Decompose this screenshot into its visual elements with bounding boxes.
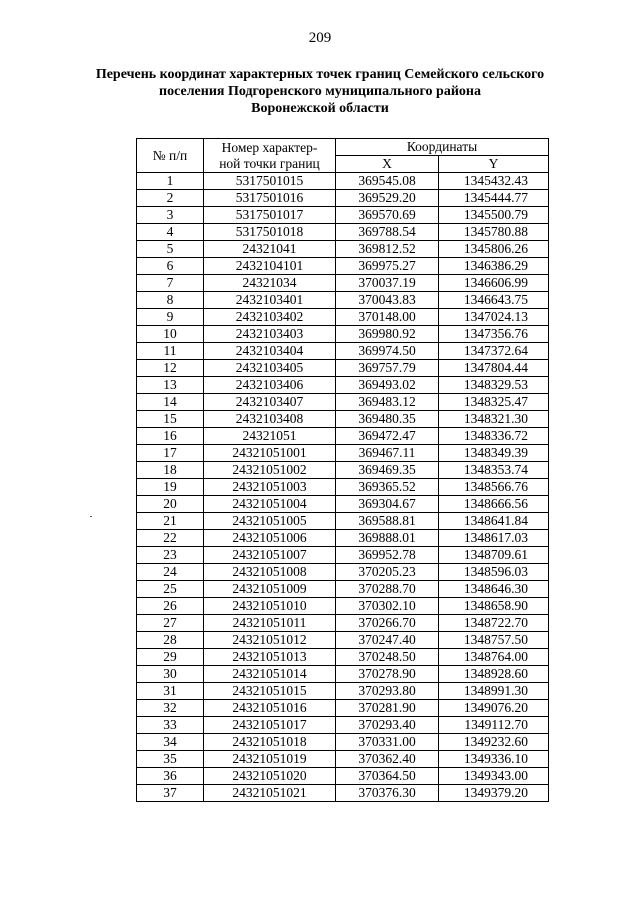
table-row [137,326,549,343]
cell-number: 22 [137,530,204,547]
cell-y: 1346606.99 [439,275,549,292]
cell-y: 1349336.10 [439,751,549,768]
cell-number: 36 [137,768,204,785]
cell-x: 369952.78 [336,547,439,564]
title-line: Перечень координат характерных точек границ Семейского сельского [95,67,545,82]
table-row [137,598,549,615]
cell-y: 1347356.76 [439,326,549,343]
cell-point-id: 24321051016 [204,700,336,717]
cell-y: 1348666.56 [439,496,549,513]
table-row [137,649,549,666]
cell-x: 370376.30 [336,785,439,802]
cell-y: 1348617.03 [439,530,549,547]
cell-point-id: 24321051013 [204,649,336,666]
cell-number: 30 [137,666,204,683]
cell-y: 1345806.26 [439,241,549,258]
cell-y: 1348658.90 [439,598,549,615]
cell-y: 1347372.64 [439,343,549,360]
cell-number: 6 [137,258,204,275]
table-row [137,411,549,428]
cell-x: 369974.50 [336,343,439,360]
cell-number: 4 [137,224,204,241]
cell-number: 7 [137,275,204,292]
cell-y: 1349112.70 [439,717,549,734]
cell-point-id: 24321051009 [204,581,336,598]
table-row [137,224,549,241]
header-number: № п/п [137,139,204,173]
cell-x: 369467.11 [336,445,439,462]
cell-y: 1348764.00 [439,649,549,666]
cell-point-id: 2432103405 [204,360,336,377]
cell-point-id: 24321051004 [204,496,336,513]
table-row [137,666,549,683]
cell-y: 1347804.44 [439,360,549,377]
cell-x: 370278.90 [336,666,439,683]
table-row [137,479,549,496]
table-row [137,445,549,462]
cell-point-id: 5317501017 [204,207,336,224]
cell-y: 1348353.74 [439,462,549,479]
coordinates-table [136,138,549,802]
table-row [137,428,549,445]
cell-x: 370293.40 [336,717,439,734]
cell-y: 1349379.20 [439,785,549,802]
cell-point-id: 24321051017 [204,717,336,734]
cell-number: 19 [137,479,204,496]
cell-number: 31 [137,683,204,700]
cell-y: 1346643.75 [439,292,549,309]
cell-number: 10 [137,326,204,343]
header-point-line: Номер характер- [221,139,318,155]
cell-x: 369480.35 [336,411,439,428]
cell-y: 1348928.60 [439,666,549,683]
cell-x: 370248.50 [336,649,439,666]
cell-y: 1348325.47 [439,394,549,411]
table-row [137,462,549,479]
table-row [137,360,549,377]
cell-number: 2 [137,190,204,207]
table-row [137,751,549,768]
cell-point-id: 2432104101 [204,258,336,275]
cell-number: 13 [137,377,204,394]
cell-x: 370037.19 [336,275,439,292]
cell-x: 369545.08 [336,173,439,190]
cell-y: 1348991.30 [439,683,549,700]
table-row [137,309,549,326]
cell-x: 370266.70 [336,615,439,632]
cell-x: 370293.80 [336,683,439,700]
cell-point-id: 24321051008 [204,564,336,581]
cell-y: 1349232.60 [439,734,549,751]
cell-y: 1349076.20 [439,700,549,717]
title-line: поселения Подгоренского муниципального района [159,84,481,99]
cell-y: 1348329.53 [439,377,549,394]
table-row [137,343,549,360]
cell-point-id: 24321051012 [204,632,336,649]
cell-x: 369483.12 [336,394,439,411]
table-row [137,564,549,581]
cell-x: 370364.50 [336,768,439,785]
cell-x: 370148.00 [336,309,439,326]
table-row [137,581,549,598]
cell-x: 369812.52 [336,241,439,258]
cell-number: 20 [137,496,204,513]
table-row [137,207,549,224]
table-row [137,496,549,513]
cell-point-id: 24321051 [204,428,336,445]
cell-x: 369469.35 [336,462,439,479]
cell-number: 8 [137,292,204,309]
cell-x: 370247.40 [336,632,439,649]
cell-y: 1346386.29 [439,258,549,275]
cell-point-id: 2432103406 [204,377,336,394]
cell-number: 3 [137,207,204,224]
cell-number: 16 [137,428,204,445]
cell-number: 11 [137,343,204,360]
cell-point-id: 24321051014 [204,666,336,683]
table-row [137,173,549,190]
table-row [137,717,549,734]
cell-point-id: 5317501016 [204,190,336,207]
cell-number: 27 [137,615,204,632]
cell-point-id: 24321051019 [204,751,336,768]
cell-x: 369888.01 [336,530,439,547]
cell-point-id: 24321034 [204,275,336,292]
table-row [137,394,549,411]
page-number: 209 [308,30,332,46]
scan-speck [90,516,92,517]
cell-x: 370362.40 [336,751,439,768]
cell-x: 369975.27 [336,258,439,275]
table-row [137,632,549,649]
cell-y: 1349343.00 [439,768,549,785]
cell-y: 1345500.79 [439,207,549,224]
cell-y: 1348336.72 [439,428,549,445]
cell-number: 12 [137,360,204,377]
table-row [137,700,549,717]
table-row [137,292,549,309]
cell-number: 14 [137,394,204,411]
header-point-number [204,139,336,173]
cell-number: 32 [137,700,204,717]
cell-point-id: 2432103408 [204,411,336,428]
cell-point-id: 2432103404 [204,343,336,360]
cell-number: 29 [137,649,204,666]
header-y: Y [439,156,549,173]
table-body [137,173,549,802]
cell-y: 1347024.13 [439,309,549,326]
table-row [137,513,549,530]
cell-point-id: 24321051011 [204,615,336,632]
cell-point-id: 24321051007 [204,547,336,564]
cell-point-id: 24321041 [204,241,336,258]
cell-x: 369980.92 [336,326,439,343]
cell-number: 24 [137,564,204,581]
cell-point-id: 24321051015 [204,683,336,700]
cell-number: 28 [137,632,204,649]
cell-number: 9 [137,309,204,326]
cell-point-id: 24321051006 [204,530,336,547]
table-row [137,683,549,700]
document-title [60,66,580,117]
cell-point-id: 24321051005 [204,513,336,530]
cell-number: 1 [137,173,204,190]
cell-y: 1348641.84 [439,513,549,530]
cell-number: 26 [137,598,204,615]
cell-x: 369788.54 [336,224,439,241]
cell-point-id: 24321051010 [204,598,336,615]
cell-number: 37 [137,785,204,802]
cell-y: 1345780.88 [439,224,549,241]
table-row [137,377,549,394]
cell-y: 1348321.30 [439,411,549,428]
cell-y: 1348709.61 [439,547,549,564]
table-row [137,275,549,292]
cell-number: 15 [137,411,204,428]
table-row [137,530,549,547]
cell-point-id: 24321051020 [204,768,336,785]
cell-number: 35 [137,751,204,768]
cell-point-id: 24321051002 [204,462,336,479]
cell-point-id: 2432103401 [204,292,336,309]
cell-number: 34 [137,734,204,751]
cell-x: 369570.69 [336,207,439,224]
cell-x: 370302.10 [336,598,439,615]
header-coordinates: Координаты [336,139,549,156]
cell-number: 21 [137,513,204,530]
cell-y: 1348596.03 [439,564,549,581]
cell-y: 1345444.77 [439,190,549,207]
table-row [137,258,549,275]
cell-x: 370205.23 [336,564,439,581]
cell-x: 369365.52 [336,479,439,496]
table-row [137,190,549,207]
title-line: Воронежской области [251,101,389,116]
cell-x: 369493.02 [336,377,439,394]
cell-number: 23 [137,547,204,564]
table-row [137,734,549,751]
cell-point-id: 24321051021 [204,785,336,802]
header-x: X [336,156,439,173]
cell-number: 33 [137,717,204,734]
cell-number: 25 [137,581,204,598]
cell-x: 369588.81 [336,513,439,530]
cell-point-id: 5317501015 [204,173,336,190]
cell-number: 17 [137,445,204,462]
table-row [137,768,549,785]
cell-x: 369472.47 [336,428,439,445]
cell-point-id: 2432103402 [204,309,336,326]
cell-x: 370281.90 [336,700,439,717]
cell-point-id: 2432103407 [204,394,336,411]
cell-x: 370043.83 [336,292,439,309]
cell-x: 370288.70 [336,581,439,598]
header-point-line: ной точки границ [219,155,320,171]
cell-y: 1348722.70 [439,615,549,632]
cell-point-id: 24321051003 [204,479,336,496]
table-row [137,615,549,632]
cell-y: 1348566.76 [439,479,549,496]
cell-y: 1345432.43 [439,173,549,190]
cell-x: 369757.79 [336,360,439,377]
cell-number: 18 [137,462,204,479]
table-row [137,241,549,258]
cell-point-id: 24321051001 [204,445,336,462]
cell-number: 5 [137,241,204,258]
cell-x: 369304.67 [336,496,439,513]
cell-point-id: 24321051018 [204,734,336,751]
cell-y: 1348646.30 [439,581,549,598]
cell-point-id: 2432103403 [204,326,336,343]
cell-point-id: 5317501018 [204,224,336,241]
table-row [137,547,549,564]
cell-y: 1348757.50 [439,632,549,649]
cell-x: 370331.00 [336,734,439,751]
table-row [137,785,549,802]
cell-y: 1348349.39 [439,445,549,462]
cell-x: 369529.20 [336,190,439,207]
